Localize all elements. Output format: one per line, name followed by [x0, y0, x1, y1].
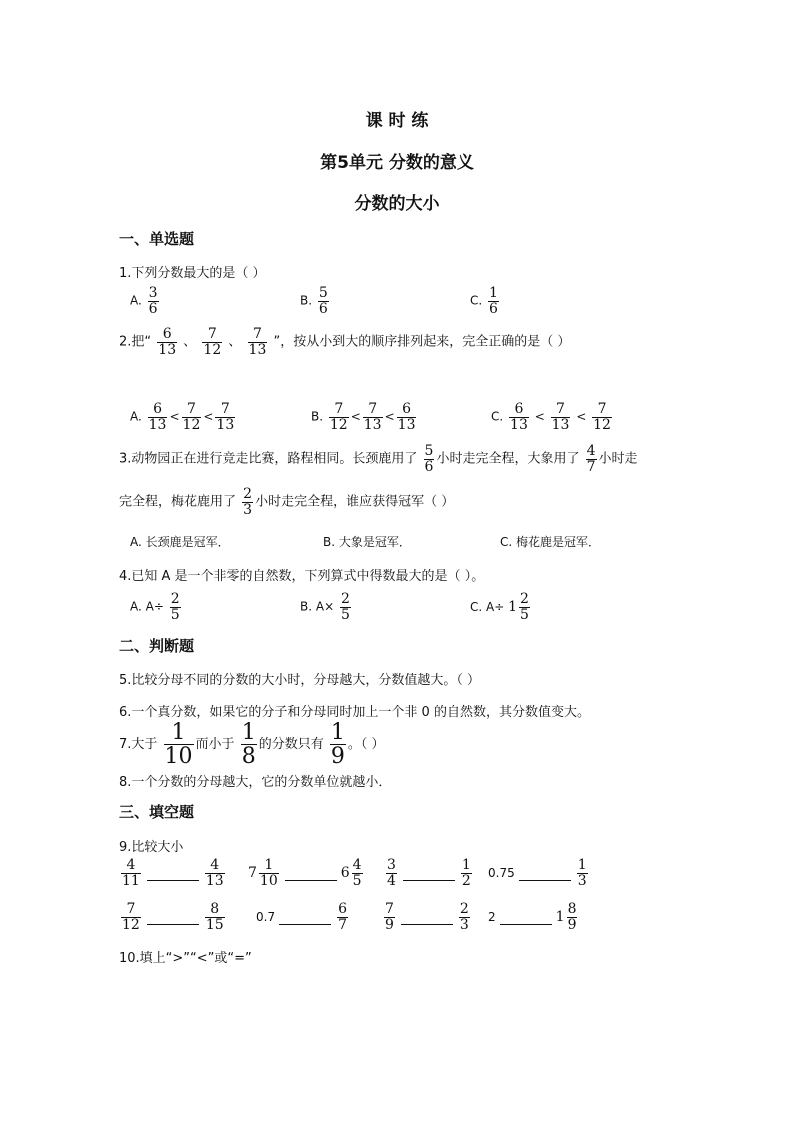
numerator: 2 — [459, 901, 469, 917]
numerator: 2 — [340, 591, 350, 607]
q4-option-a[interactable] — [130, 592, 183, 622]
denominator: 8 — [241, 744, 256, 770]
denominator: 13 — [363, 416, 382, 433]
question-6-text: 6.一个真分数，如果它的分子和分母同时加上一个非 0 的自然数，其分数值变大。 — [119, 705, 590, 720]
q4-option-b[interactable] — [300, 592, 353, 622]
question-10-text: 10.填上“>”“<”或“=” — [119, 951, 252, 966]
numerator: 8 — [210, 901, 220, 917]
q1-option-c[interactable] — [470, 286, 501, 316]
answer-blank[interactable] — [147, 879, 199, 881]
q3-option-a[interactable]: A. 长颈鹿是冠军． — [130, 535, 230, 549]
numerator: 1 — [489, 285, 498, 301]
denominator: 13 — [158, 341, 177, 358]
fraction — [164, 721, 194, 768]
numerator: 6 — [153, 401, 163, 417]
fraction — [330, 721, 346, 768]
numerator: 1 — [241, 720, 256, 745]
numerator: 1 — [330, 720, 345, 745]
section-heading-true-false: 二、判断题 — [119, 637, 195, 655]
numerator: 7 — [220, 401, 230, 417]
mixed-number: 7 $\frac{1}{10}$ — [248, 857, 278, 889]
fraction — [363, 402, 383, 432]
denominator: 2 — [461, 872, 471, 889]
fraction — [551, 402, 571, 432]
option-label: B. — [300, 293, 313, 308]
answer-blank[interactable] — [403, 879, 455, 881]
numerator: 7 — [597, 401, 607, 417]
answer-blank[interactable] — [285, 879, 337, 881]
fraction — [148, 402, 168, 432]
denominator: 10 — [259, 872, 278, 889]
fraction — [215, 402, 235, 432]
numerator: 6 — [402, 401, 412, 417]
numerator: 5 — [318, 285, 328, 301]
fraction — [241, 721, 257, 768]
denominator: 7 — [586, 458, 596, 475]
option-label: A. — [130, 293, 142, 308]
fraction — [205, 902, 225, 932]
fraction — [519, 592, 530, 622]
fraction — [459, 902, 470, 932]
question-3-text-line2: 完全程，梅花鹿用了 $\frac{2}{3}$ 小时走完全程，谁应获得冠军（ ） — [119, 486, 455, 518]
q3-option-c[interactable]: C. 梅花鹿是冠军． — [500, 535, 601, 549]
fraction — [577, 858, 588, 888]
numerator: 4 — [210, 857, 220, 873]
mixed-number: 1 $\frac{8}{9}$ — [555, 901, 577, 933]
fraction — [157, 327, 177, 357]
denominator: 9 — [330, 744, 345, 770]
fraction — [121, 858, 141, 888]
denominator: 5 — [340, 606, 350, 623]
denominator: 13 — [205, 872, 224, 889]
unit-title: 第5单元 分数的意义 — [320, 153, 474, 173]
fraction — [148, 286, 159, 316]
denominator: 15 — [205, 916, 224, 933]
numerator: 2 — [243, 486, 253, 502]
question-5-text: 5.比较分母不同的分数的大小时，分母越大，分数值越大。（ ） — [119, 673, 481, 688]
fraction — [488, 286, 499, 316]
answer-blank[interactable] — [147, 923, 199, 925]
fraction — [397, 402, 417, 432]
fraction — [242, 487, 253, 517]
q9-row1-item3 — [384, 858, 474, 888]
mixed-number: 6 $\frac{4}{5}$ — [340, 857, 362, 889]
option-label: A. — [130, 409, 142, 424]
option-label: C. — [470, 293, 483, 308]
numerator: 1 — [171, 720, 186, 745]
denominator: 3 — [243, 501, 253, 518]
numerator: 4 — [126, 857, 136, 873]
numerator: 7 — [207, 326, 217, 342]
q9-row1-item4: 0.75 $\frac{1}{3}$ — [488, 857, 587, 889]
q2-option-b[interactable]: B. $\frac{7}{12}$ < $\frac{7}{13}$ < $\frac{6}{13}$ — [311, 401, 416, 433]
numerator: 7 — [334, 401, 344, 417]
lesson-title: 分数的大小 — [354, 194, 440, 214]
numerator: 6 — [514, 401, 524, 417]
denominator: 13 — [248, 341, 267, 358]
q3-option-b[interactable]: B. 大象是冠军． — [323, 535, 411, 549]
denominator: 5 — [520, 606, 529, 623]
numerator: 2 — [170, 591, 180, 607]
fraction — [121, 902, 141, 932]
denominator: 12 — [329, 416, 348, 433]
denominator: 12 — [182, 416, 201, 433]
numerator: 7 — [385, 901, 394, 917]
numerator: 1 — [264, 857, 274, 873]
fraction — [567, 902, 578, 932]
fraction — [248, 327, 268, 357]
numerator: 6 — [338, 901, 348, 917]
denominator: 9 — [567, 916, 577, 933]
option-label: B. A× — [300, 599, 335, 614]
denominator: 3 — [459, 916, 469, 933]
denominator: 5 — [170, 606, 180, 623]
q2-option-c[interactable]: C. $\frac{6}{13}$ < $\frac{7}{13}$ < $\frac{7}{12}$ — [491, 401, 611, 433]
denominator: 5 — [352, 872, 362, 889]
numerator: 3 — [387, 857, 396, 873]
numerator: 7 — [126, 901, 136, 917]
fraction — [509, 402, 529, 432]
option-label: C. A÷ — [470, 600, 505, 615]
fraction — [337, 902, 348, 932]
fraction — [170, 592, 181, 622]
fraction — [329, 402, 349, 432]
fraction — [461, 858, 472, 888]
numerator: 4 — [352, 857, 362, 873]
numerator: 6 — [162, 326, 172, 342]
question-1-text: 1.下列分数最大的是（ ） — [119, 266, 266, 281]
numerator: 7 — [368, 401, 378, 417]
denominator: 12 — [203, 341, 222, 358]
q2-option-a[interactable]: A. $\frac{6}{13}$ < $\frac{7}{12}$ < $\frac{7}{13}$ — [130, 401, 235, 433]
denominator: 4 — [387, 872, 396, 889]
question-3-text-line1: 3.动物园正在进行竞走比赛，路程相同。长颈鹿用了 $\frac{5}{6}$ 小时走完全程，大象用了 $\frac{4}{7}$ 小时走 — [119, 443, 638, 475]
q9-row2-item1 — [119, 902, 227, 932]
denominator: 3 — [577, 872, 587, 889]
numerator: 7 — [186, 401, 196, 417]
denominator: 13 — [397, 416, 416, 433]
answer-blank[interactable] — [500, 923, 552, 925]
question-7-text: 7.大于 $\frac{1}{10}$ 而小于 $\frac{1}{8}$ 的分数只有 $\frac{1}{9}$ 。（ ） — [119, 720, 385, 770]
denominator: 11 — [122, 872, 140, 889]
numerator: 1 — [461, 857, 471, 873]
q9-row1-item1 — [119, 858, 227, 888]
q9-row2-item4: 2 1 $\frac{8}{9}$ — [488, 902, 579, 932]
fraction — [318, 286, 329, 316]
section-heading-single-choice: 一、单选题 — [119, 230, 195, 248]
denominator: 13 — [216, 416, 235, 433]
q9-row2-item2: 0.7 $\frac{6}{7}$ — [256, 901, 348, 933]
question-4-text: 4.已知 A 是一个非零的自然数，下列算式中得数最大的是（ ）。 — [119, 569, 485, 584]
question-2-text: 2.把“ $\frac{6}{13}$ 、 $\frac{7}{12}$ 、 $\frac{7}{13}$ ”，按从小到大的顺序排列起来，完全正确的是（ ） — [119, 326, 571, 358]
fraction — [386, 858, 397, 888]
q1-option-a[interactable] — [130, 286, 161, 316]
numerator: 1 — [577, 857, 587, 873]
denominator: 13 — [148, 416, 167, 433]
denominator: 6 — [489, 300, 498, 317]
numerator: 3 — [148, 285, 158, 301]
q4-option-c[interactable] — [470, 592, 532, 622]
question-9-text: 9.比较大小 — [119, 840, 184, 855]
question-8-text: 8.一个分数的分母越大，它的分数单位就越小． — [119, 775, 392, 790]
fraction — [592, 402, 612, 432]
numerator: 5 — [424, 443, 434, 459]
fraction — [352, 858, 363, 888]
numerator: 2 — [520, 591, 529, 607]
option-label: C. — [491, 409, 504, 424]
denominator: 12 — [122, 916, 140, 933]
option-label: B. — [311, 409, 324, 424]
page-title: 课 时 练 — [365, 111, 429, 131]
denominator: 13 — [510, 416, 528, 433]
denominator: 9 — [385, 916, 394, 933]
section-heading-fill-blank: 三、填空题 — [119, 803, 195, 821]
fraction — [384, 902, 395, 932]
numerator: 7 — [252, 326, 262, 342]
denominator: 13 — [551, 416, 570, 433]
fraction — [182, 402, 202, 432]
q1-option-b[interactable] — [300, 286, 331, 316]
denominator: 6 — [148, 300, 158, 317]
fraction — [259, 858, 279, 888]
q9-row1-item2 — [248, 858, 365, 888]
option-label: A. A÷ — [130, 599, 164, 614]
mixed-number: 1 $\frac{2}{5}$ — [508, 591, 529, 623]
q9-row2-item3 — [382, 902, 472, 932]
denominator: 10 — [164, 744, 193, 770]
fraction — [424, 444, 435, 474]
answer-blank[interactable] — [279, 923, 331, 925]
answer-blank[interactable] — [401, 923, 453, 925]
fraction — [340, 592, 351, 622]
denominator: 6 — [318, 300, 328, 317]
numerator: 4 — [586, 443, 596, 459]
fraction — [205, 858, 225, 888]
answer-blank[interactable] — [519, 879, 571, 881]
denominator: 7 — [338, 916, 348, 933]
denominator: 6 — [424, 458, 434, 475]
fraction — [586, 444, 597, 474]
fraction — [202, 327, 222, 357]
numerator: 7 — [556, 401, 565, 417]
denominator: 12 — [593, 416, 611, 433]
numerator: 8 — [567, 901, 577, 917]
